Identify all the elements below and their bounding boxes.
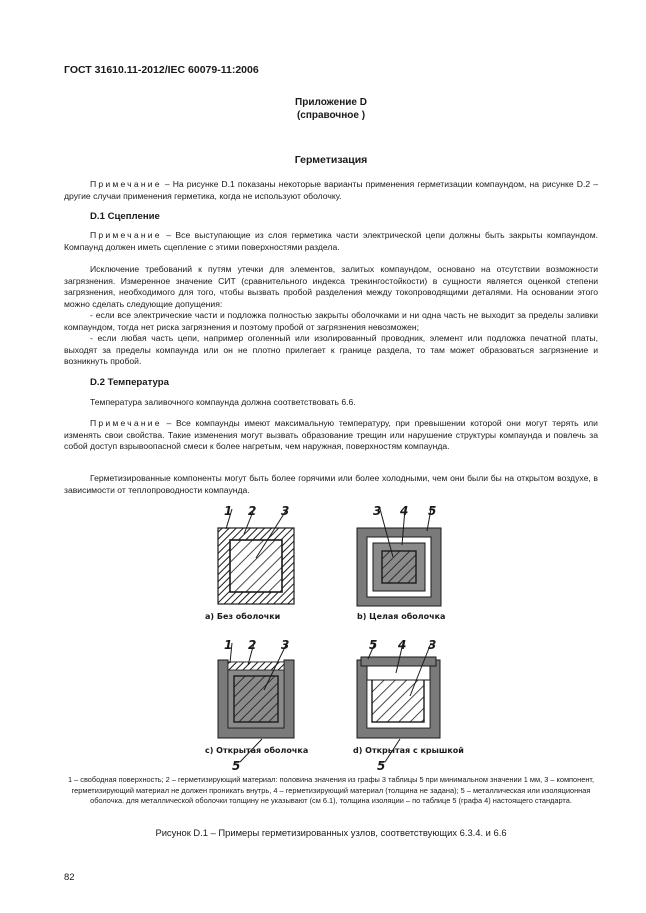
- d1-bullet-2: - если любая часть цепи, например оголенный или изолированный проводник, элемент или подложка печатной платы, выходят за пределы компаунда или он не плотно прилегает к границе раздела, то там может образоваться загрязнение и возникнуть пробой.: [64, 333, 598, 367]
- diagram-a-no-enclosure: [218, 509, 294, 604]
- label-d-5-bottom: 5: [377, 759, 386, 773]
- section-d1-heading: D.1 Сцепление: [90, 211, 160, 222]
- figure-legend: 1 – свободная поверхность; 2 – герметизирующий материал: половина значения из графы 3 таблицы 5 при минимальном значении 1 мм, 3 – компонент, герметизирующий материал не должен проникать внутрь, 4 – герметизирующий материал (толщина не задана); 5 – металлическая или изоляционная оболочка. для металлической оболочки толщину не указывают (см 6.1), толщина изоляции – по таблице 5 (графа 4) настоящего стандарта.: [67, 775, 595, 805]
- diagram-c-open-enclosure: [218, 643, 294, 762]
- label-b-5: 5: [428, 504, 437, 518]
- caption-d: d) Открытая с крышкой: [353, 746, 464, 755]
- component: [372, 679, 424, 722]
- section-d2-heading: D.2 Температура: [90, 377, 169, 388]
- caption-c: c) Открытая оболочка: [205, 746, 309, 755]
- component: [234, 676, 278, 722]
- d1-note-label: Примечание: [90, 230, 162, 240]
- caption-b: b) Целая оболочка: [357, 612, 446, 621]
- label-c-2: 2: [248, 638, 257, 652]
- section-title: Герметизация: [294, 154, 368, 166]
- label-a-2: 2: [248, 504, 257, 518]
- label-c-1: 1: [224, 638, 233, 652]
- label-a-1: 1: [224, 504, 233, 518]
- note-text: – На рисунке D.1 показаны некоторые варианты применения герметизации компаундом, на рисунке D.2 – другие случаи применения герметика, когда не используют оболочку.: [64, 179, 598, 201]
- label-d-3: 3: [428, 638, 437, 652]
- appendix-label: Приложение D: [295, 97, 367, 108]
- label-c-3: 3: [281, 638, 290, 652]
- component: [230, 540, 282, 592]
- label-d-4: 4: [398, 638, 407, 652]
- label-c-5: 5: [232, 759, 241, 773]
- caption-a: a) Без оболочки: [205, 612, 281, 621]
- d1-bullet-1: - если все электрические части и подложка полностью закрыты оболочками и ни одна часть не выходит за пределы заливки компаундом, тогда нет риска загрязнения и поэтому пробой от загрязнения невозможен;: [64, 310, 598, 332]
- component: [382, 551, 416, 583]
- figure-caption: Рисунок D.1 – Примеры герметизированных узлов, соответствующих 6.3.4. и 6.6: [155, 827, 507, 838]
- d2-note-label: Примечание: [90, 418, 162, 428]
- appendix-type: (справочное ): [296, 110, 366, 121]
- d2-paragraph-1: Температура заливочного компаунда должна соответствовать 6.6.: [90, 397, 356, 407]
- d1-note-text: – Все выступающие из слоя герметика части электрической цепи должны быть закрыты компаундом. Компаунд должен иметь сцепление с этими поверхностями раздела.: [64, 230, 598, 252]
- label-a-3: 3: [281, 504, 290, 518]
- d2-note-text: – Все компаунды имеют максимальную температуру, при превышении которой они могут терять или изменять свои свойства. Такие изменения могут вызвать образование трещин или нарушение структуры компаунда и повлечь за собой доступ взрывоопасной смеси к более нагретым, чем наружная, поверхностям компаунда.: [64, 418, 598, 452]
- label-b-4: 4: [400, 504, 409, 518]
- diagram-b-full-enclosure: [357, 509, 441, 606]
- d2-paragraph-3: Герметизированные компоненты могут быть более горячими или более холодными, чем они были бы на открытом воздухе, в зависимости от теплопроводности компаунда.: [64, 473, 598, 495]
- document-header: ГОСТ 31610.11-2012/IEC 60079-11:2006: [64, 64, 259, 76]
- d1-paragraph: Исключение требований к путям утечки для элементов, залитых компаундом, основано на отсутствии возможности загрязнения. Измеренное значение СИТ (сравнительного индекса трекингостойкости) в сущности является оценкой степени загрязнения, необходимого для того, чтобы вызвать пробой разделения между токопроводящими деталями. На основании этого можно сделать следующие допущения:: [64, 264, 598, 309]
- diagram-d-open-with-lid: [357, 643, 440, 762]
- note-label: Примечание: [90, 179, 162, 189]
- label-b-3: 3: [373, 504, 382, 518]
- page-number: 82: [64, 872, 75, 883]
- label-d-5: 5: [369, 638, 378, 652]
